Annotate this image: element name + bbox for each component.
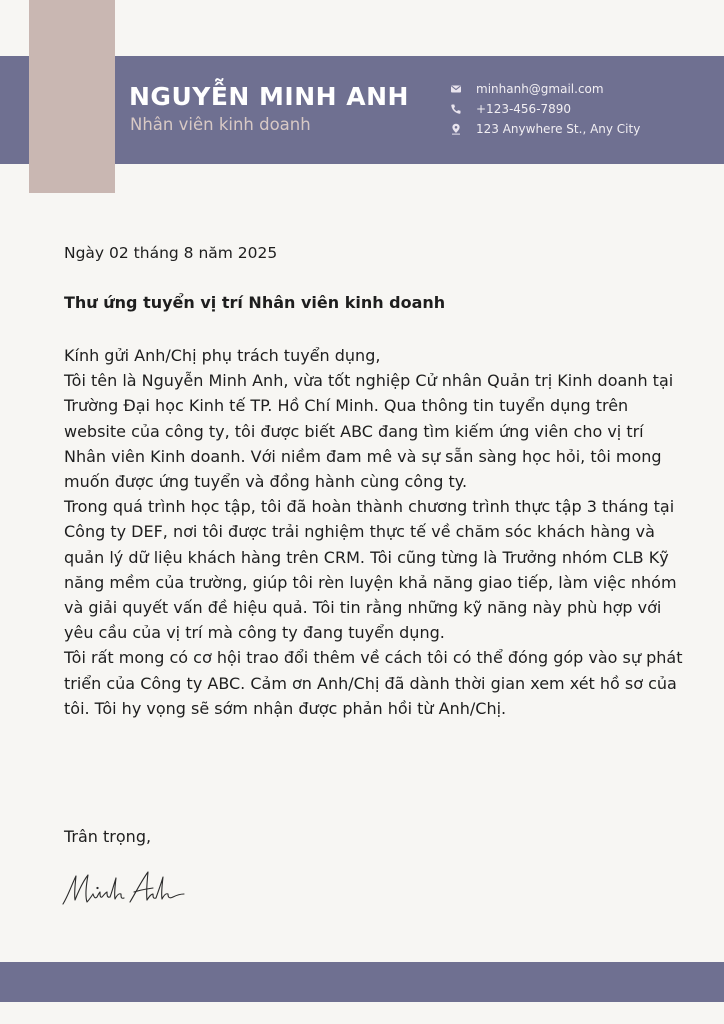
letter-body — [64, 343, 684, 721]
email-icon — [450, 83, 462, 95]
letter-subject: Thư ứng tuyển vị trí Nhân viên kinh doanh — [64, 293, 446, 312]
letter-paragraph: Tôi tên là Nguyễn Minh Anh, vừa tốt nghiệp Cử nhân Quản trị Kinh doanh tại Trường Đại học Kinh tế TP. Hồ Chí Minh. Qua thông tin tuyển dụng trên website của công ty, tôi được biết ABC đang tìm kiếm ứng viên cho vị trí Nhân viên Kinh doanh. Với niềm đam mê và sự sẵn sàng học hỏi, tôi mong muốn được ứng tuyển và đồng hành cùng công ty. — [64, 371, 674, 492]
email-text: minhanh@gmail.com — [476, 82, 604, 96]
contact-address — [450, 120, 640, 138]
phone-icon — [450, 103, 462, 115]
location-pin-icon — [450, 123, 462, 135]
applicant-role: Nhân viên kinh doanh — [130, 115, 311, 134]
letter-greeting: Kính gửi Anh/Chị phụ trách tuyển dụng, — [64, 346, 381, 365]
accent-block — [29, 0, 115, 193]
contact-email — [450, 80, 604, 98]
applicant-name: NGUYỄN MINH ANH — [129, 82, 409, 111]
footer-band — [0, 962, 724, 1002]
letter-closing: Trân trọng, — [64, 827, 152, 846]
contact-phone — [450, 100, 571, 118]
handwritten-signature — [60, 864, 190, 914]
phone-text: +123-456-7890 — [476, 102, 572, 116]
letter-paragraph: Trong quá trình học tập, tôi đã hoàn thành chương trình thực tập 3 tháng tại Công ty DEF, nơi tôi được trải nghiệm thực tế về chăm sóc khách hàng và quản lý dữ liệu khách hàng trên CRM. Tôi cũng từng là Trưởng nhóm CLB Kỹ năng mềm của trường, giúp tôi rèn luyện khả năng giao tiếp, làm việc nhóm và giải quyết vấn đề hiệu quả. Tôi tin rằng những kỹ năng này phù hợp với yêu cầu của vị trí mà công ty đang tuyển dụng. — [64, 497, 677, 643]
letter-date: Ngày 02 tháng 8 năm 2025 — [64, 244, 278, 262]
address-text: 123 Anywhere St., Any City — [476, 122, 641, 136]
letter-paragraph: Tôi rất mong có cơ hội trao đổi thêm về cách tôi có thể đóng góp vào sự phát triển của Công ty ABC. Cảm ơn Anh/Chị đã dành thời gian xem xét hồ sơ của tôi. Tôi hy vọng sẽ sớm nhận được phản hồi từ Anh/Chị. — [64, 648, 683, 718]
